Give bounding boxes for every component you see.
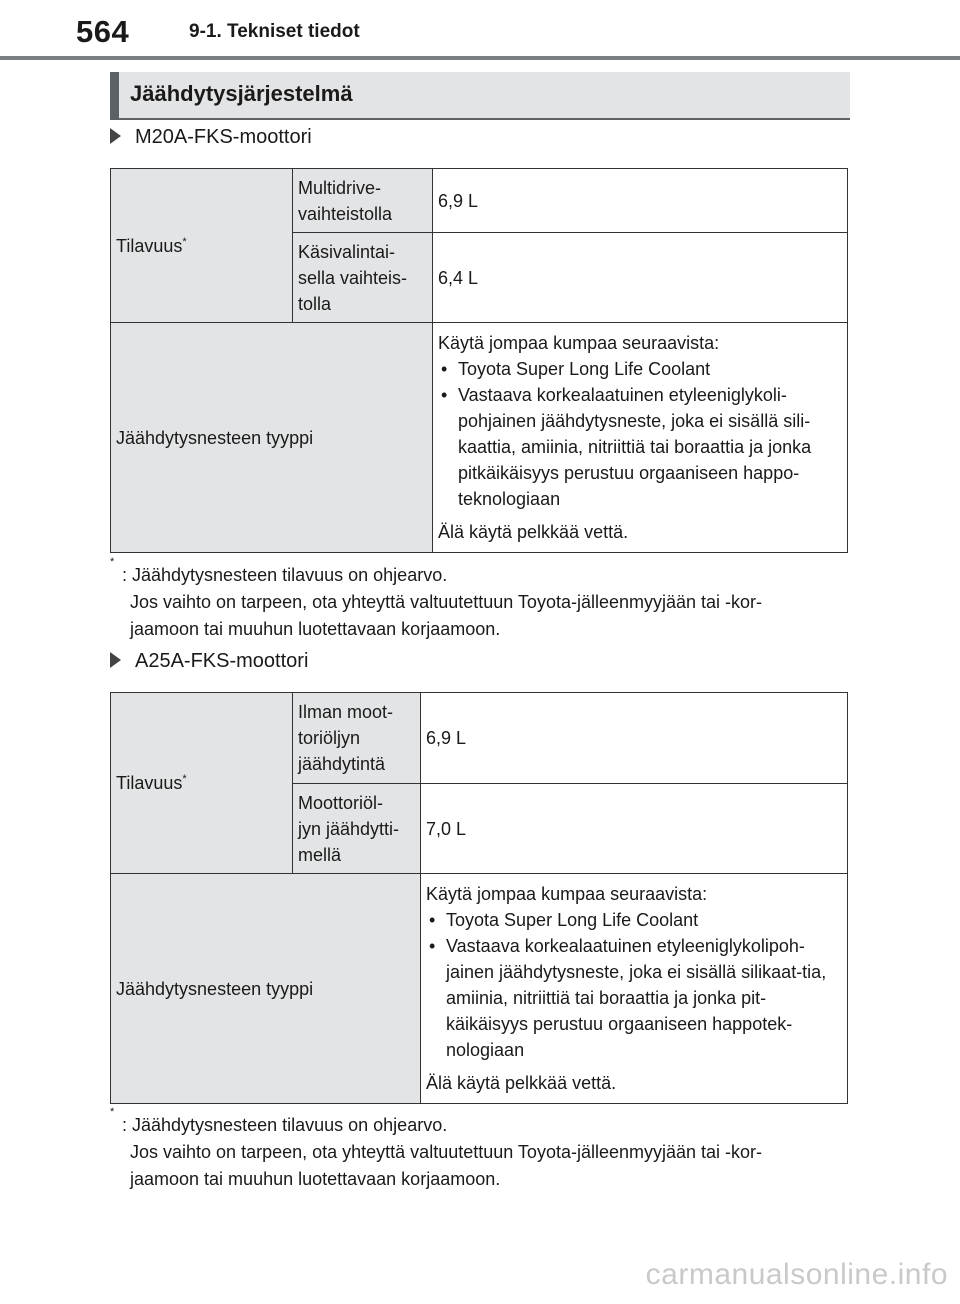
footnote-line: jaamoon tai muuhun luotettavaan korjaamoon. [130, 1169, 501, 1189]
transmission-cell [293, 169, 433, 233]
coolant-spec-cell [421, 874, 848, 1104]
triangle-bullet-icon [110, 128, 121, 144]
coolant-intro: Käytä jompaa kumpaa seuraavista: [426, 884, 708, 904]
coolant-type-label: Jäähdytysnesteen tyyppi [111, 323, 433, 553]
coolant-list [426, 907, 842, 1063]
engine-heading-m20a [110, 126, 312, 149]
triangle-bullet-icon [110, 652, 121, 668]
section-title: Jäähdytysjärjestelmä [130, 81, 353, 106]
coolant-warning: Älä käytä pelkkää vettä. [438, 522, 629, 542]
engine-name: M20A-FKS-moottori [135, 126, 312, 148]
page-number: 564 [76, 14, 130, 49]
capacity-value: 6,9 L [421, 693, 848, 784]
footnote-line: : Jäähdytysnesteen tilavuus on ohjearvo. [122, 1115, 448, 1135]
cooler-cell [293, 693, 421, 784]
capacity-label: Tilavuus [116, 235, 183, 256]
list-item: • Vastaava korkealaatuinen etyleeniglykoli-pohjainen jäähdytysneste, joka ei sisällä sili-kaattia, amiinia, nitriittiä tai boraattia ja jonka pitkäikäisyys perustuu orgaaniseen happo-teknologiaan [438, 382, 842, 512]
table-row [111, 323, 848, 553]
row-label-line: tolla [298, 293, 332, 314]
engine-name: A25A-FKS-moottori [135, 650, 309, 672]
coolant-list [438, 356, 842, 512]
capacity-value: 7,0 L [421, 784, 848, 874]
section-accent [110, 72, 119, 118]
watermark: carmanualsonline.info [645, 1258, 948, 1291]
capacity-value: 6,9 L [433, 169, 848, 233]
row-label-line: mellä [298, 844, 342, 865]
capacity-value: 6,4 L [433, 233, 848, 323]
table-row [111, 874, 848, 1104]
row-label-line: jäähdytintä [298, 754, 386, 774]
footnote-m20a: * : Jäähdytysnesteen tilavuus on ohjearvo. Jos vaihto on tarpeen, ota yhteyttä valtuutettuun Toyota-jälleenmyyjään tai -kor- jaamoon tai muuhun luotettavaan korjaamoon. [110, 562, 850, 643]
row-label-line: Ilman moot- [298, 702, 394, 722]
coolant-warning: Älä käytä pelkkää vettä. [426, 1073, 617, 1093]
capacity-label: Tilavuus [116, 773, 183, 793]
footnote-a25a: * : Jäähdytysnesteen tilavuus on ohjearvo. Jos vaihto on tarpeen, ota yhteyttä valtuutettuun Toyota-jälleenmyyjään tai -kor- jaamoon tai muuhun luotettavaan korjaamoon. [110, 1112, 850, 1193]
transmission-cell [293, 233, 433, 323]
row-label-line: toriöljyn [298, 728, 361, 748]
engine-heading-a25a [110, 650, 308, 673]
spec-table-m20a [110, 168, 848, 553]
capacity-label-cell [111, 169, 293, 323]
row-label-line: sella vaihteis- [298, 267, 408, 288]
row-label-line: jyn jäähdytti- [298, 818, 400, 839]
footnote-mark: * [182, 235, 187, 248]
footnote-line: : Jäähdytysnesteen tilavuus on ohjearvo. [122, 565, 448, 585]
footnote-line: jaamoon tai muuhun luotettavaan korjaamoon. [130, 619, 501, 639]
footnote-mark: * [182, 773, 187, 785]
row-label-line: Käsivalintai- [298, 241, 396, 262]
coolant-type-label: Jäähdytysnesteen tyyppi [111, 874, 421, 1104]
page-header [0, 0, 960, 62]
spec-table-a25a [110, 692, 848, 1104]
coolant-spec-cell [433, 323, 848, 553]
header-divider [0, 56, 960, 60]
list-item: • Vastaava korkealaatuinen etyleeniglykolipoh-jainen jäähdytysneste, joka ei sisällä silikaat-tia, amiinia, nitriittiä tai boraattia ja jonka pit-käikäisyys perustuu orgaaniseen happotek-nologiaan [426, 933, 842, 1063]
footnote-line: Jos vaihto on tarpeen, ota yhteyttä valtuutettuun Toyota-jälleenmyyjään tai -kor- [130, 592, 763, 612]
row-label-line: vaihteistolla [298, 203, 393, 224]
table-row [111, 169, 848, 233]
list-item: • Toyota Super Long Life Coolant [438, 356, 842, 382]
row-label-line: Moottoriöl- [298, 792, 384, 813]
row-label-line: Multidrive- [298, 177, 382, 198]
list-item: • Toyota Super Long Life Coolant [426, 907, 842, 933]
table-row [111, 693, 848, 784]
cooler-cell [293, 784, 421, 874]
coolant-intro: Käytä jompaa kumpaa seuraavista: [438, 333, 720, 353]
capacity-label-cell [111, 693, 293, 874]
section-heading-bar [110, 72, 850, 120]
chapter-title: 9-1. Tekniset tiedot [189, 21, 360, 42]
footnote-line: Jos vaihto on tarpeen, ota yhteyttä valtuutettuun Toyota-jälleenmyyjään tai -kor- [130, 1142, 763, 1162]
